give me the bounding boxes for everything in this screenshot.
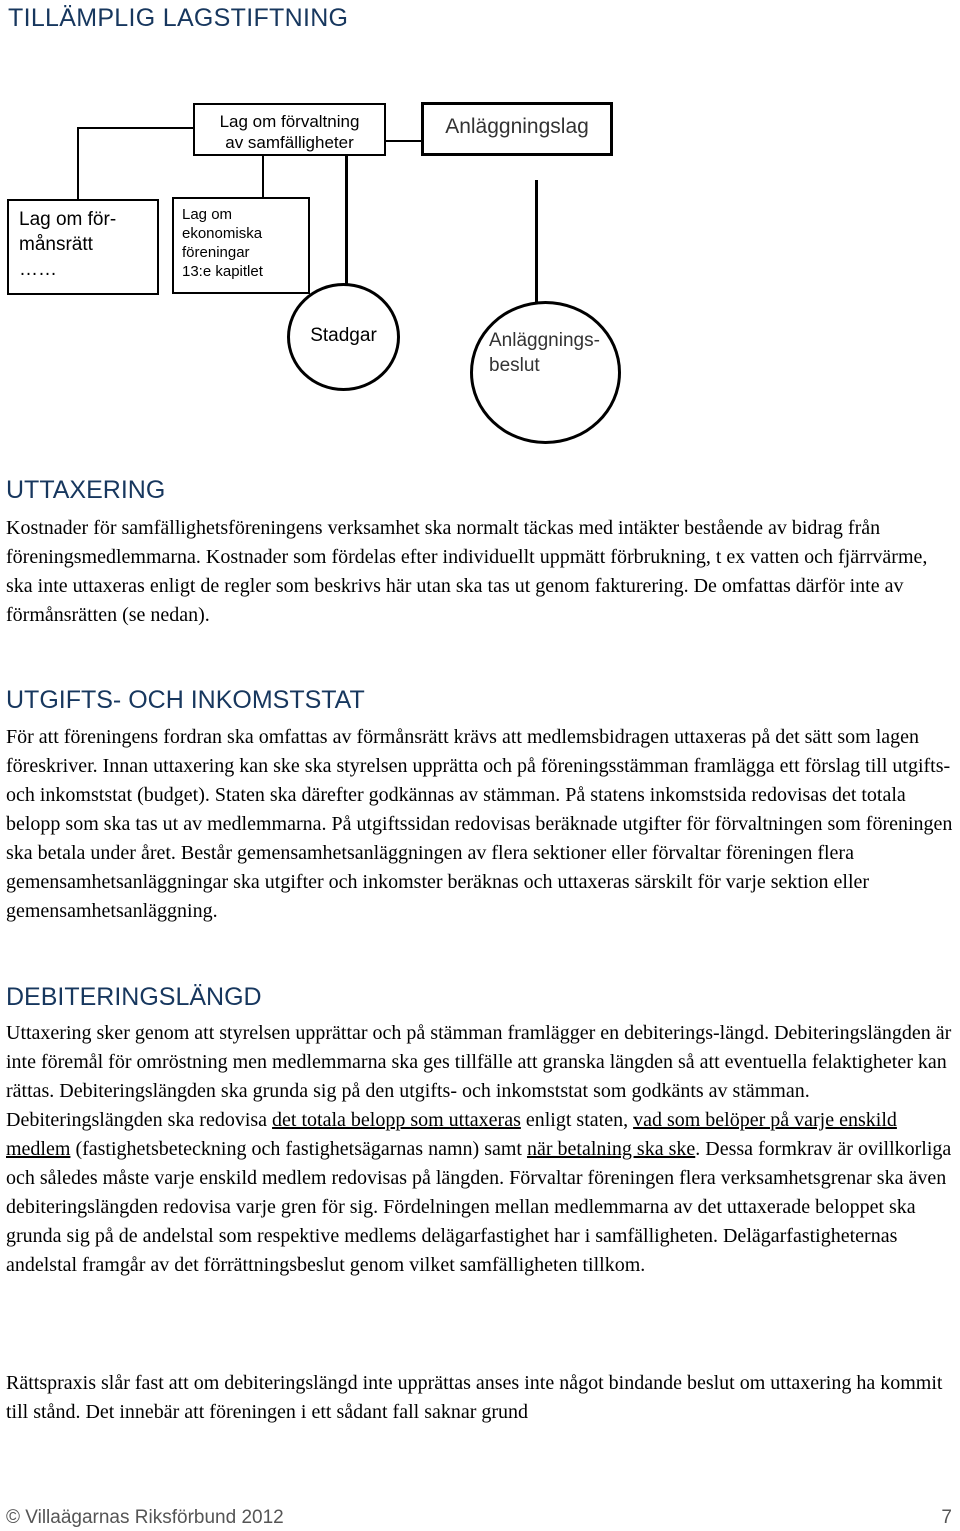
box-ekonomiska-line3: föreningar <box>182 244 250 261</box>
box-ekonomiska <box>172 197 310 294</box>
circle-beslut-line1: Anläggnings- <box>489 330 600 351</box>
box-anlaggningslag-label: Anläggningslag <box>445 115 589 138</box>
box-forvaltning-line1: Lag om förvaltning <box>219 112 360 131</box>
debitering-text-4: . Dessa formkrav är ovillkorliga och således måste varje enskild medlem redovisas på längden. Förvaltar föreningen flera verksamhetsgrenar ska även debiteringslängden redovisa varje gren för sig. Fördelningen mellan medlemmarna av det uttaxerade beloppet ska grunda sig på de andelstal som respektive medlems delägarfastighet har i samfälligheten. Delägarfastigheternas andelstal framgår av det förrättningsbeslut genom vilket samfälligheten tillkom. <box>6 1138 952 1276</box>
footer-copyright: © Villaägarnas Riksförbund 2012 <box>6 1507 284 1528</box>
connector-stadgar-vertical <box>345 156 348 290</box>
connector-beslut-vertical <box>535 180 538 305</box>
box-anlaggningslag <box>421 102 613 156</box>
heading-debitering: DEBITERINGSLÄNGD <box>6 983 262 1011</box>
box-formansratt-line1: Lag om för- <box>19 209 117 230</box>
debitering-text-3: (fastighetsbeteckning och fastighetsägarnas namn) samt <box>70 1138 527 1160</box>
footer-page-number: 7 <box>941 1507 952 1528</box>
debitering-underline-payment: när betalning ska ske <box>526 1138 696 1160</box>
box-ekonomiska-line4: 13:e kapitlet <box>182 263 263 280</box>
box-formansratt-line3: …… <box>19 259 57 280</box>
connector-top-horizontal <box>386 140 422 142</box>
box-forvaltning <box>193 103 386 156</box>
debitering-underline-total: det totala belopp som uttaxeras <box>272 1109 521 1131</box>
heading-uttaxering: UTTAXERING <box>6 476 166 504</box>
connector-center-vertical <box>262 155 264 199</box>
paragraph-debitering <box>6 1019 958 1280</box>
circle-beslut-line2: beslut <box>489 355 540 376</box>
box-formansratt-line2: månsrätt <box>19 234 93 255</box>
paragraph-uttaxering: Kostnader för samfällighetsföreningens verksamhet ska normalt täckas med intäkter bestående av bidrag från föreningsmedlemmarna. Kostnader som fördelas efter individuellt uppmätt förbrukning, t ex vatten och fjärrvärme, ska inte uttaxeras enligt de regler som beskrivs här utan ska tas ut genom fakturering. De omfattas därför inte av förmånsrätten (se nedan). <box>6 517 928 626</box>
paragraph-rattspraxis: Rättspraxis slår fast att om debiteringslängd inte upprättas anses inte något bindande beslut om uttaxering ha kommit till stånd. Det innebär att föreningen i ett sådant fall saknar grund <box>6 1372 943 1423</box>
box-forvaltning-line2: av samfälligheter <box>225 133 354 152</box>
connector-left-vertical <box>77 127 79 201</box>
circle-anlaggningsbeslut <box>470 301 621 444</box>
debitering-text-2: enligt staten, <box>520 1109 634 1131</box>
box-ekonomiska-line1: Lag om <box>182 206 233 223</box>
circle-stadgar-label: Stadgar <box>310 325 377 346</box>
debitering-text-1: Uttaxering sker genom att styrelsen upprättar och på stämman framlägger en debiterings-längd. Debiteringslängden är inte föremål för omröstning men medlemmarna ska ges tillfälle att granska längden så att eventuella felaktigheter kan rättas. Debiteringslängden ska grunda sig på den utgifts- och inkomststat som godkänts av stämman. Debiteringslängden ska redovisa <box>6 1022 952 1131</box>
connector-left-horizontal <box>77 127 193 129</box>
box-formansratt <box>7 199 159 295</box>
box-ekonomiska-line2: ekonomiska <box>182 225 263 242</box>
heading-utgiftsstat: UTGIFTS- OCH INKOMSTSTAT <box>6 686 365 714</box>
debitering-underline-member: vad som belöper på varje enskild medlem <box>6 1109 897 1160</box>
paragraph-utgiftsstat: För att föreningens fordran ska omfattas av förmånsrätt krävs att medlemsbidragen uttaxeras på det sätt som lagen föreskriver. Innan uttaxering kan ske ska styrelsen upprätta och på föreningsstämman framlägga ett förslag till utgifts- och inkomststat (budget). Staten ska därefter godkännas av stämman. På statens inkomstsida redovisas det totala belopp som ska tas ut av medlemmarna. På utgiftssidan redovisas beräknade utgifter för förvaltningen som föreningen ska betala under året. Består gemensamhetsanläggningen av flera sektioner eller förvaltar föreningen flera gemensamhetsanläggningar ska utgifter och inkomster beräknas och uttaxeras särskilt för varje sektion eller gemensamhetsanläggning. <box>6 726 953 922</box>
circle-stadgar <box>287 283 400 391</box>
page-title: TILLÄMPLIG LAGSTIFTNING <box>8 4 349 32</box>
